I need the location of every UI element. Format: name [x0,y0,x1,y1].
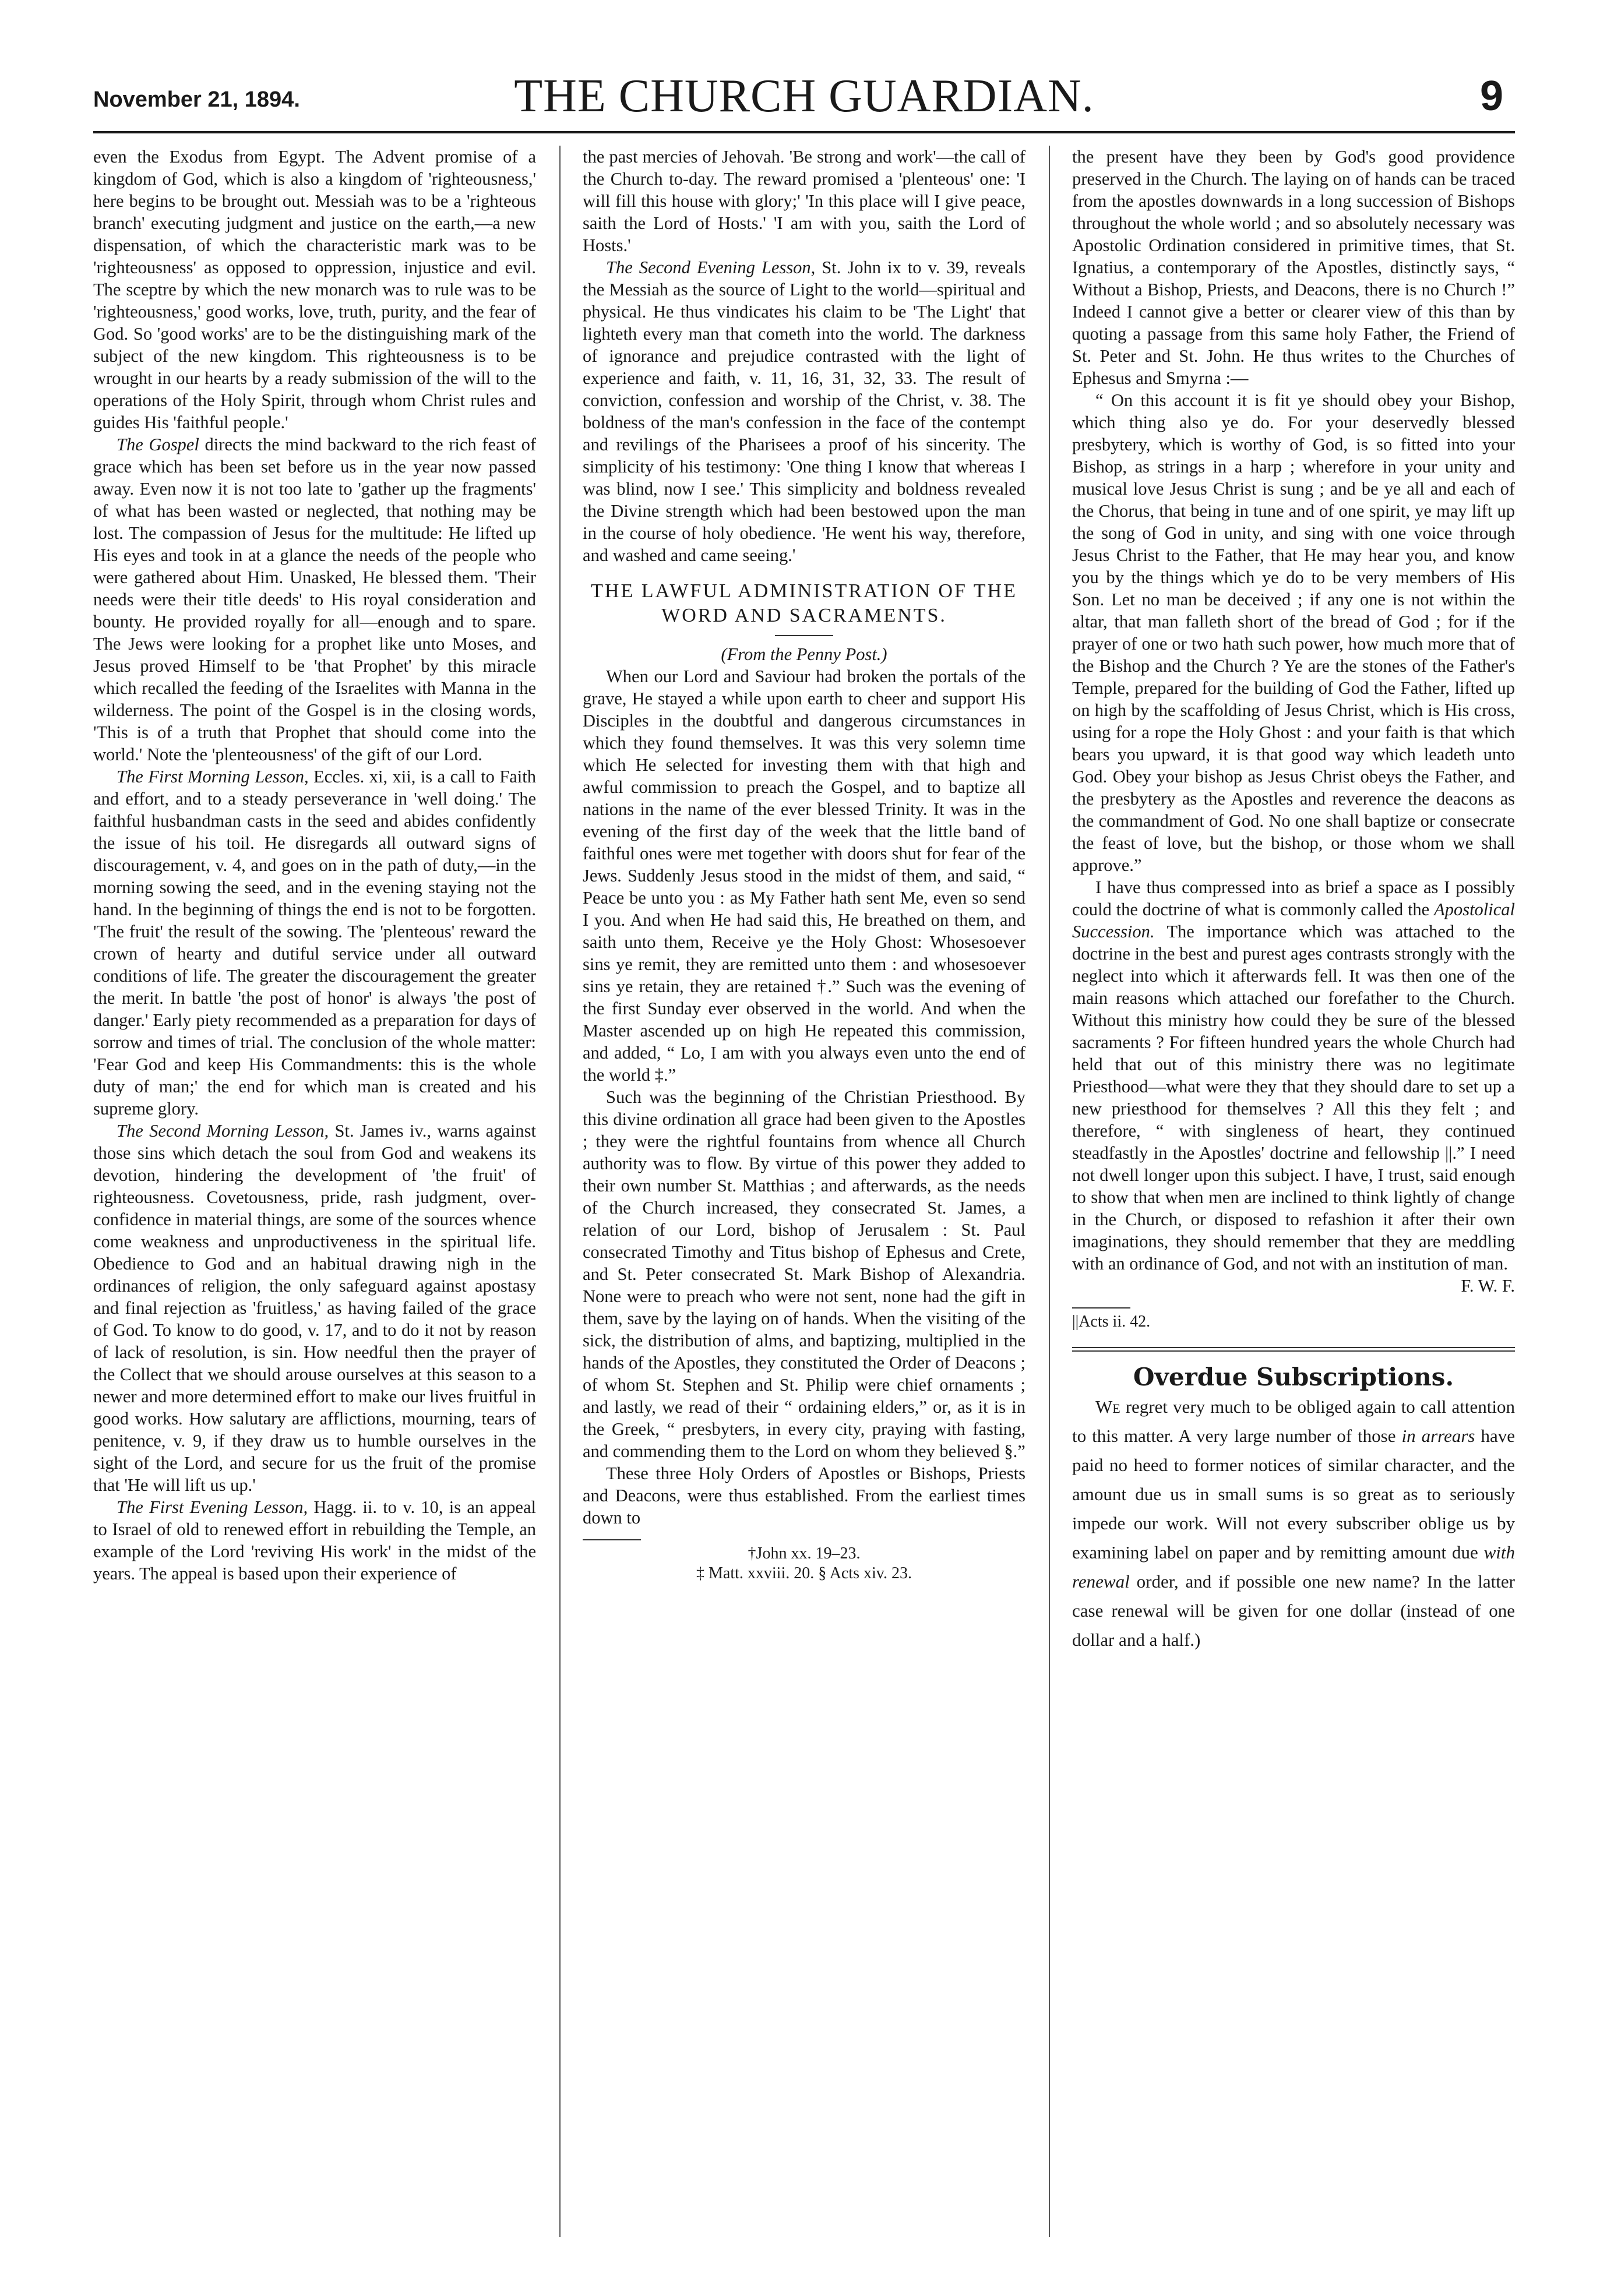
notice-italic: with renewal [1072,1542,1515,1592]
paragraph-italic: Apostolical Succession. [1072,900,1515,941]
notice-text: regret very much to be obliged again to call attention to this matter. A very large number of those [1072,1396,1515,1446]
article-title: THE LAWFUL ADMINISTRATION OF THE WORD AND SACRAMENTS. [591,580,1017,626]
paragraph-lead: The Second Evening Lesson, [606,258,816,277]
paragraph [583,256,1025,566]
paragraph: When our Lord and Saviour had broken the portals of the grave, He stayed a while upon earth to cheer and support His Disciples in the doubtful and dangerous circumstances in which they found themselves. It was this very solemn time which He selected for investing them with that high and awful commission to preach the Gospel, and to baptize all nations in the name of the ever blessed Trinity. It was in the evening of the first day of the week that the little band of faithful ones were met together with doors shut for fear of the Jews. Suddenly Jesus stood in the midst of them, and said, “ Peace be unto you : as My Father hath sent Me, even so send I you. And when He had said this, He breathed on them, and saith unto them, Receive ye the Holy Ghost: Whosesoever sins ye remit, they are remitted unto them : and whosesoever sins ye retain, they are retained †.” Such was the evening of the first Sunday ever observed in the world. And when the Master ascended up on high He repeated this commission, and added, “ Lo, I am with you always even unto the end of the world ‡.” [583,666,1025,1085]
paragraph: the present have they been by God's good providence preserved in the Church. The laying on of hands can be traced from the apostles downwards in a long succession of Bishops throughout the whole world ; and so absolutely necessary was Apostolic Ordination considered in primitive times, that St. Ignatius, a contemporary of the Apostles, distinctly says, “ Without a Bishop, Priests, and Deacons, there is no Church !” Indeed I cannot give a better or clearer view of this than by quoting a passage from this same holy Father, the Friend of St. Peter and St. John. He thus writes to the Churches of Ephesus and Smyrna :— [1072,147,1515,388]
paragraph [93,1120,536,1496]
notice-title: Overdue Subscriptions. [1133,1363,1454,1391]
paragraph-text: Hagg. ii. to v. 10, is an appeal to Israel of old to renewed effort in rebuilding the Temple, an example of the Lord 'reviving His work' in the midst of the years. The appeal is based upon their experience of [93,1497,536,1583]
paragraph-lead: The Second Morning Lesson, [117,1121,329,1141]
paragraph-lead: The First Morning Lesson, [117,767,309,787]
quotation: “ On this account it is fit ye should obey your Bishop, which thing also ye do. For your deservedly blessed presbytery, which is worthy of God, is so fitted into your Bishop, as strings in a harp ; wherefore in your unity and musical love Jesus Christ is sung ; and be ye all and each of the Chorus, that being in tune and of one spirit, ye may lift up the song of God in unity, and sing with one voice through Jesus Christ to the Father, that He may hear you, and know you by the things which ye do to be very members of His Son. Let no man be deceived ; if any one is not within the altar, that man falleth short of the bread of God ; for if the prayer of one or two hath such power, how much more that of the Bishop and the Church ? Ye are the stones of the Father's Temple, prepared for the building of God the Father, lifted up on high by the scaffolding of Jesus Christ, which is His cross, using for a rope the Holy Ghost : and your faith is that which bears you upward, it is that good way which leadeth unto God. Obey your bishop as Jesus Christ obeys the Father, and the presbytery as the Apostles and reverence the deacons as the commandment of God. No one shall baptize or consecrate the feast of love, but the bishop, or those whom we shall approve.” [1072,390,1515,875]
notice-body [1072,1392,1515,1655]
section-double-rule [1072,1347,1515,1352]
paragraph-text: I have thus compressed into as brief a space as I possibly could the doctrine of what is commonly called the [1072,877,1515,919]
footnote-rule [583,1539,641,1540]
paragraph: the past mercies of Jehovah. 'Be strong and work'—the call of the Church to-day. The reward promised a 'plenteous' one: 'I will fill this house with glory;' 'In this place will I give peace, saith the Lord of Hosts.' 'I am with you, saith the Lord of Hosts.' [583,147,1025,255]
paragraph-lead: The First Evening Lesson, [117,1497,308,1517]
newspaper-title: THE CHURCH GUARDIAN. [514,70,1094,122]
paragraph [1072,876,1515,1275]
footnote-rule [1072,1307,1130,1309]
notice-text: order, and if possible one new name? In the latter case renewal will be given for one dollar (instead of one dollar and a half.) [1072,1571,1515,1650]
paragraph-lead: The Gospel [117,435,199,454]
paragraph: These three Holy Orders of Apostles or Bishops, Priests and Deacons, were thus established. From the earliest times down to [583,1463,1025,1528]
column-1 [93,146,536,1585]
paragraph-text: St. John ix to v. 39, reveals the Messiah as the source of Light to the world—spiritual and physical. He thus vindicates his claim to be 'The Light' that lighteth every man that cometh into the world. The darkness of ignorance and prejudice contrasted with the light of experience and faith, v. 11, 16, 31, 32, 33. The result of conviction, confession and worship of the Christ, v. 38. The boldness of the man's confession in the face of the contempt and revilings of the Pharisees a proof of his sincerity. The simplicity of his testimony: 'One thing I know that whereas I was blind, now I see.' This simplicity and boldness revealed the Divine strength which had been bestowed upon the man in the course of holy obedience. 'He went his way, therefore, and washed and came seeing.' [583,258,1025,565]
paragraph-text: Eccles. xi, xii, is a call to Faith and effort, and to a steady perseverance in 'well doing.' The faithful husbandman casts in the seed and abides confidently the issue of his toil. He disregards all outward signs of discouragement, v. 4, and goes on in the path of duty,—in the morning sowing the seed, and in the evening staying not the hand. In the beginning of things the end is not to be forgotten. 'The fruit' the result of the sowing. The 'plenteous' reward the crown of hearty and dutiful service under all outward conditions of life. The greater the discouragement the greater the merit. In battle 'the post of honor' is always 'the post of danger.' Early piety recommended as a preparation for days of sorrow and times of trial. The conclusion of the whole matter: 'Fear God and keep His Commandments: this is the whole duty of man;' the end for which man is created and his supreme glory. [93,767,536,1119]
paragraph [93,766,536,1120]
paragraph [93,1496,536,1585]
column-divider [1049,146,1050,2237]
paragraph-text: directs the mind backward to the rich feast of grace which has been set before us in the year now passed away. Even now it is not too late to 'gather up the fragments' of what has been wasted or neglected, that nothing may be lost. The compassion of Jesus for the multitude: He lifted up His eyes and took in at a glance the needs of the people who were gathered about Him. Unasked, He blessed them. 'Their needs were their title deeds' to His royal consideration and bounty. He provided royally for all—enough and to spare. The Jews were looking for a prophet like unto Moses, and Jesus proved Himself to be 'that Prophet' by this miracle which recalled the feeding of the Israelites with Manna in the wilderness. The point of the Gospel is in the closing words, 'This is of a truth that Prophet that should come into the world.' Note the 'plenteousness' of the gift of our Lord. [93,435,536,764]
author-signature: F. W. F. [1461,1276,1515,1296]
notice-text: have paid no heed to former notices of similar character, and the amount due us in small sums is so great as to seriously impede our work. Will not every subscriber oblige us by examining label on paper and by remitting amount due [1072,1426,1515,1563]
notice-italic: in arrears [1401,1426,1475,1446]
article-source: (From the Penny Post.) [721,644,887,664]
title-rule [775,635,833,636]
issue-date: November 21, 1894. [93,87,300,112]
footnote: ‡ Matt. xxviii. 20. § Acts xiv. 23. [696,1564,912,1582]
footnote: †John xx. 19–23. [748,1544,861,1563]
newspaper-page [93,70,1515,2249]
paragraph: even the Exodus from Egypt. The Advent promise of a kingdom of God, which is also a kingdom of 'righteousness,' here begins to be brought out. Messiah was to be a 'righteous branch' executing judgment and justice on the earth,—a new dispensation, of which the characteristic mark was to be 'righteousness' as opposed to oppression, injustice and evil. The sceptre by which the new monarch was to rule was to be 'righteousness,' good works, love, truth, purity, and the fear of God. So 'good works' are to be the distinguishing mark of the subject of the new kingdom. This righteousness is to be wrought in our hearts by a ready submission of the will to the operations of the Holy Spirit, through whom Christ rules and guides His 'faithful people.' [93,147,536,432]
footnote: ||Acts ii. 42. [1072,1313,1151,1331]
paragraph-text: The importance which was attached to the doctrine in the best and purest ages contrasts strongly with the neglect into which it afterwards fell. It was then one of the main reasons which attached our forefather to the Church. Without this ministry how could they be sure of the blessed sacraments ? For fifteen hundred years the whole Church had held that out of this ministry there was no legitimate Priesthood—what were they that they should dare to set up a new priesthood for themselves ? All this they felt ; and therefore, “ with singleness of heart, they continued steadfastly in the Apostles' doctrine and fellowship ||.” I need not dwell longer upon this subject. I have, I trust, said enough to show that when men are inclined to think lightly of change in the Church, or disposed to refashion it after their own imaginations, they should remember that they are meddling with an ordinance of God, and not with an institution of man. [1072,922,1515,1274]
notice-lead: We [1095,1396,1120,1417]
column-3 [1072,146,1515,1655]
masthead [93,70,1515,128]
page-number: 9 [1479,73,1503,119]
paragraph: Such was the beginning of the Christian Priesthood. By this divine ordination all grace had been given to the Apostles ; they were the rightful fountains from whence all Church authority was to flow. By virtue of this power they added to their own number St. Matthias ; and afterwards, as the needs of the Church increased, they consecrated St. James, a relation of our Lord, bishop of Jerusalem : St. Paul consecrated Timothy and Titus bishop of Ephesus and Crete, and St. Peter consecrated St. Mark Bishop of Alexandria. None were to preach who were not sent, none had the gift in them, save by the laying on of hands. When the visiting of the sick, the distribution of alms, and baptizing, multiplied in the hands of the Apostles, they constituted the Order of Deacons ; of whom St. Stephen and St. Philip were chief ornaments ; and lastly, we read of their “ ordaining elders,” or, as it is in the Greek, “ presbyters, in every city, praying with fasting, and commending them to the Lord on whom they believed §.” [583,1087,1025,1461]
column-2 [583,146,1025,1583]
paragraph-text: St. James iv., warns against those sins which detach the soul from God and weakens its devotion, hindering the development of 'the fruit' of righteousness. Covetousness, pride, rash judgment, over-confidence in material things, are some of the sources whence come weakness and unproductiveness in the spiritual life. Obedience to God and an habitual drawing nigh in the ordinances of religion, the only safeguard against apostasy and final rejection as 'fruitless,' as having failed of the grace of God. To know to do good, v. 17, and to do it not by reason of lack of resolution, is sin. How needful then the prayer of the Collect that we should arouse ourselves at this season to a newer and more determined effort to make our lives fruitful in good works. How salutary are afflictions, mourning, tears of penitence, v. 9, if they draw us to humble ourselves in the sight of the Lord, and secure for us the fruit of the promise that 'He will lift us up.' [93,1121,536,1495]
masthead-rule [93,131,1515,133]
paragraph [93,433,536,766]
column-divider [559,146,561,2237]
